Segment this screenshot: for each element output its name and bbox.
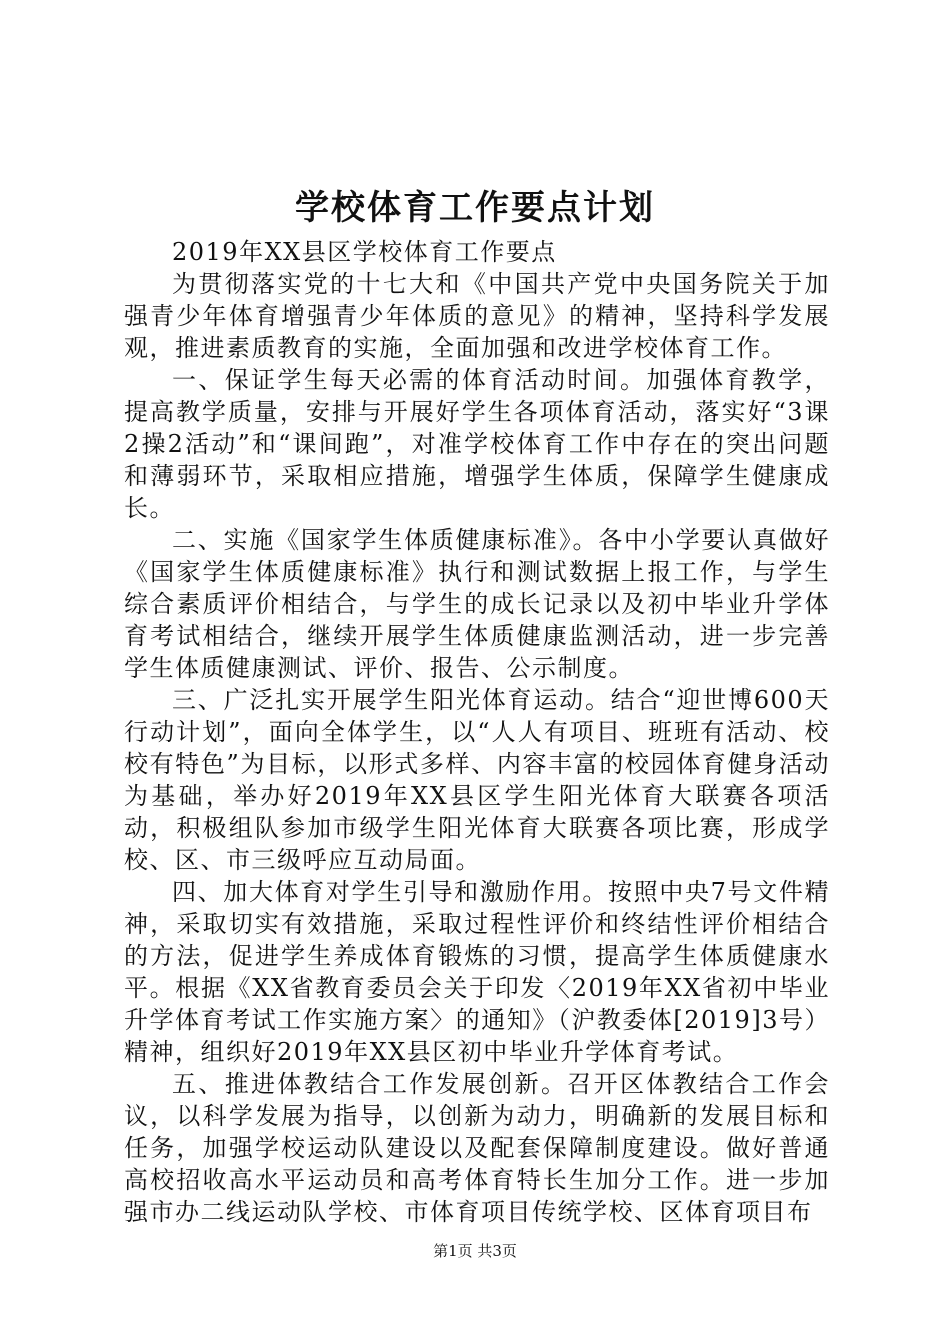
paragraph-section-5: 五、推进体教结合工作发展创新。召开区体教结合工作会议，以科学发展为指导，以创新为动力，明确新的发展目标和任务，加强学校运动队建设以及配套保障制度建设。做好普通高校招收高水平运动员和高考体育特长生加分工作。进一步加强市办二线运动队学校、市体育项目传统学校、区体育项目布 (124, 1070, 830, 1226)
paragraph-section-3: 三、广泛扎实开展学生阳光体育运动。结合“迎世博600天行动计划”，面向全体学生，以“人人有项目、班班有活动、校校有特色”为目标，以形式多样、内容丰富的校园体育健身活动为基础，举办好2019年XX县区学生阳光体育大联赛各项活动，积极组队参加市级学生阳光体育大联赛各项比赛，形成学校、区、市三级呼应互动局面。 (124, 686, 830, 874)
paragraph-subtitle: 2019年XX县区学校体育工作要点 (172, 238, 557, 266)
page-number-footer: 第1页 共3页 (433, 1242, 517, 1260)
document-title: 学校体育工作要点计划 (295, 188, 655, 228)
paragraph-section-1: 一、保证学生每天必需的体育活动时间。加强体育教学，提高教学质量，安排与开展好学生各项体育活动，落实好“3课2操2活动”和“课间跑”，对准学校体育工作中存在的突出问题和薄弱环节，采取相应措施，增强学生体质，保障学生健康成长。 (124, 366, 830, 522)
paragraph-intro: 为贯彻落实党的十七大和《中国共产党中央国务院关于加强青少年体育增强青少年体质的意见》的精神，坚持科学发展观，推进素质教育的实施，全面加强和改进学校体育工作。 (124, 270, 830, 362)
paragraph-section-4: 四、加大体育对学生引导和激励作用。按照中央7号文件精神，采取切实有效措施，采取过程性评价和终结性评价相结合的方法，促进学生养成体育锻炼的习惯，提高学生体质健康水平。根据《XX省教育委员会关于印发〈2019年XX省初中毕业升学体育考试工作实施方案〉的通知》（沪教委体[2019]3号）精神，组织好2019年XX县区初中毕业升学体育考试。 (124, 878, 830, 1066)
paragraph-section-2: 二、实施《国家学生体质健康标准》。各中小学要认真做好《国家学生体质健康标准》执行和测试数据上报工作，与学生综合素质评价相结合，与学生的成长记录以及初中毕业升学体育考试相结合，继续开展学生体质健康监测活动，进一步完善学生体质健康测试、评价、报告、公示制度。 (124, 526, 830, 682)
document-body (124, 236, 830, 1228)
